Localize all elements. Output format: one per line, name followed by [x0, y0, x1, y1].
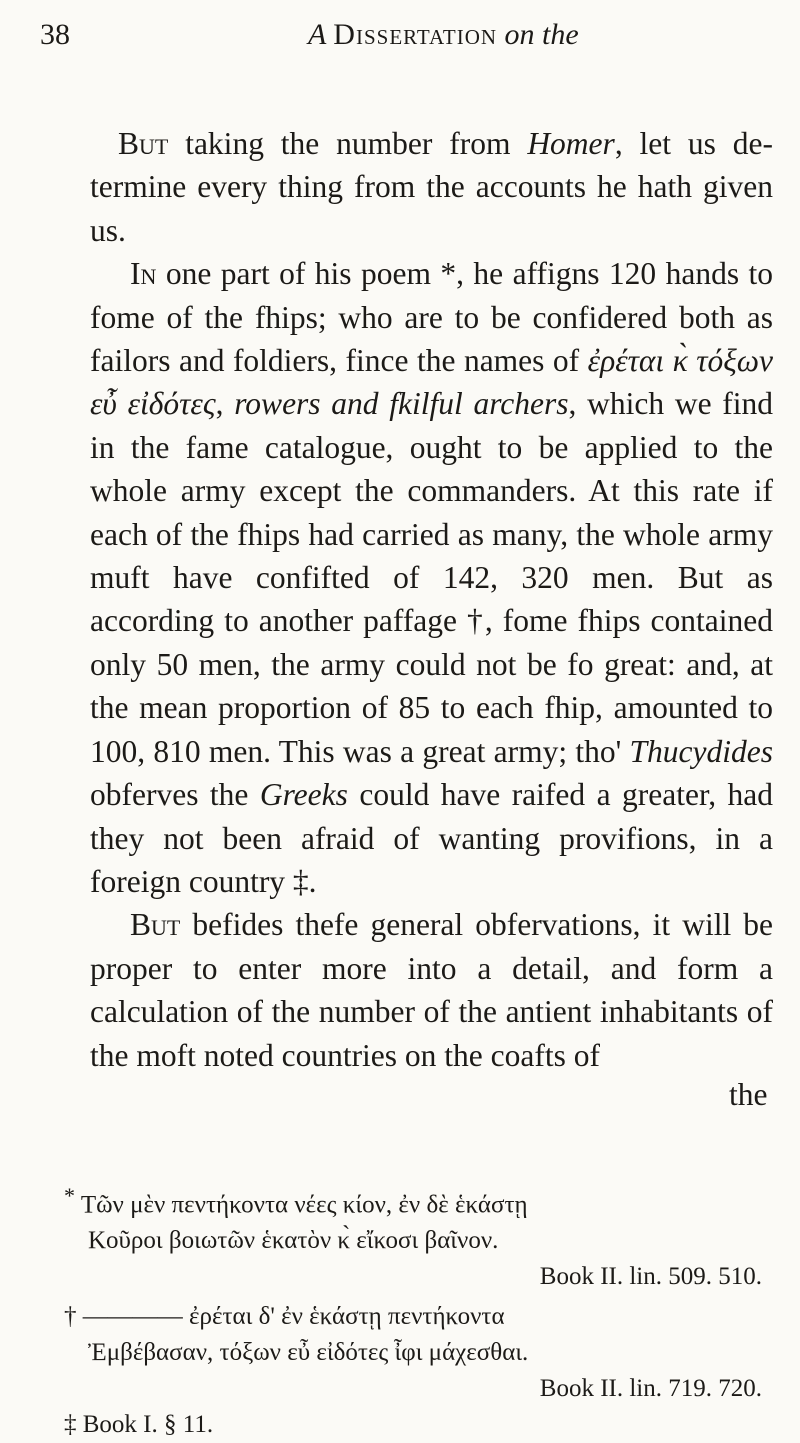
footnotes: [56, 1178, 776, 1443]
running-title-word: Dissertation: [333, 18, 498, 51]
footnote-1-line-2: Κοῦροι βοιωτῶν ἑκατὸν κ̀ εἴκοσι βαῖνον.: [88, 1227, 499, 1255]
footnote-2-line-2: Ἐμβέβασαν, τόξων εὖ εἰδότες ἶφι μάχεσθαι.: [88, 1339, 529, 1367]
catchword: the: [729, 1077, 768, 1112]
footnote-greek: Τῶν μὲν πεντήκοντα νέες κίον, ἐν δὲ ἑκάστῃ: [80, 1191, 528, 1219]
paragraph-italic: Homer: [527, 126, 615, 161]
footnote-mark: *: [64, 1183, 75, 1208]
paragraph-text: one part of his poem *, he affigns 120 hands to fome of the fhips; who are to be confidered both as failors and foldiers, fince the names of: [90, 256, 773, 379]
paragraph-text: taking the number from: [168, 126, 528, 161]
footnote-2-line-1: [56, 1299, 776, 1335]
paragraph-lead: In: [130, 256, 157, 292]
greek-phrase: ἐρέται κ̀ τόξων εὖ εἰδότες: [90, 343, 774, 422]
running-title: [308, 10, 579, 60]
paragraph-text: ,: [215, 386, 235, 422]
page-number: 38: [40, 18, 70, 51]
footnote-3: [56, 1407, 776, 1443]
paragraph-text: obferves the: [90, 777, 260, 813]
paragraph-italic: Thucydides: [629, 733, 773, 769]
running-title-article: A: [308, 18, 326, 51]
paragraph-1: [90, 122, 773, 252]
footnote-2-reference: Book II. lin. 719. 720.: [539, 1375, 762, 1403]
paragraph-text: befides thefe general obfervations, it will be proper to enter more into a detail, and form a calculation of the number of the antient inhabitants of the moft noted countries on the coafts of: [90, 907, 773, 1073]
running-head: [40, 10, 780, 60]
paragraph-text: , let us determine every thing from the accounts he hath given us.: [90, 126, 773, 248]
paragraph-lead: But: [118, 126, 169, 161]
footnote-mark: †: [64, 1303, 77, 1331]
paragraph-2: [90, 252, 773, 903]
footnote-1-reference: Book II. lin. 509. 510.: [539, 1263, 762, 1291]
footnote-1-line-1: [56, 1178, 776, 1223]
paragraph-italic: rowers and fkilful archers: [234, 386, 569, 422]
paragraph-text: could have raifed a greater, had they not been afraid of wanting provifions, in a foreign country ‡.: [90, 777, 773, 899]
footnote-text: Book I. § 11.: [82, 1411, 214, 1439]
paragraph-italic: Greeks: [259, 777, 348, 813]
footnote-greek: ———— ἐρέται δ' ἐν ἑκάστῃ πεντήκοντα: [82, 1303, 505, 1331]
body-text: [90, 122, 773, 1077]
paragraph-lead: But: [130, 907, 181, 943]
running-title-rest: on the: [504, 18, 579, 51]
footnote-mark: ‡: [64, 1411, 77, 1439]
paragraph-text: , which we find in the fame catalogue, ought to be applied to the whole army except the commanders. At this rate if each of the fhips had carried as many, the whole army muft have confifted of 142, 320 men. But as according to another paffage †, fome fhips contained only 50 men, the army could not be fo great: and, at the mean proportion of 85 to each fhip, amounted to 100, 810 men. This was a great army; tho': [90, 386, 774, 769]
paragraph-3: [90, 903, 773, 1077]
